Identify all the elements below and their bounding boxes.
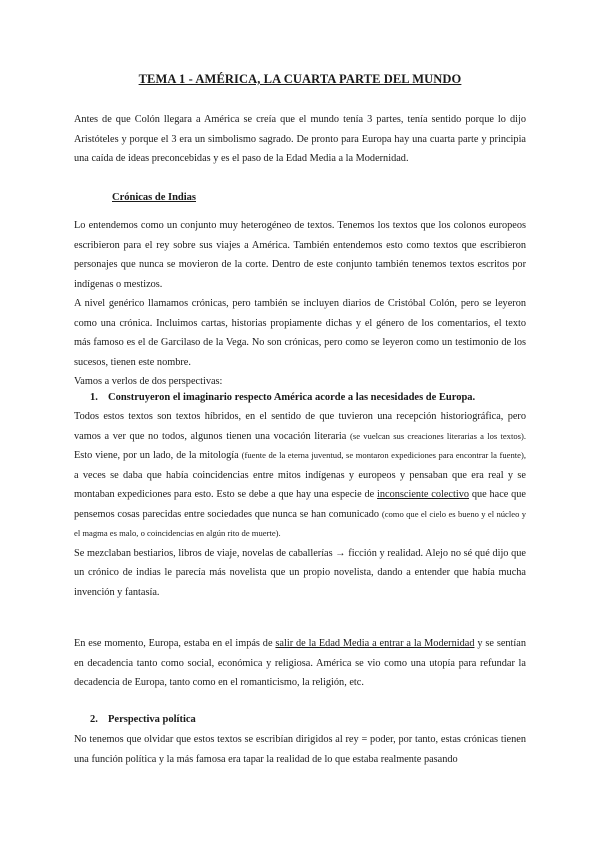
item1-small-note-1: (se vuelcan sus creaciones literarias a los textos).	[350, 430, 526, 441]
item2-paragraph-1: No tenemos que olvidar que estos textos se escribían dirigidos al rey = poder, por tanto, estas crónicas tienen una función política y la más famosa era tapar la realidad de lo que estaba realmente pasando	[74, 734, 526, 765]
item1-small-note-2: (fuente de la eterna juventud, se montaron expediciones para encontrar la fuente),	[241, 450, 526, 460]
item2-body	[74, 730, 526, 769]
item1-p3-text-a: En ese momento, Europa, estaba en el impás de	[74, 638, 276, 649]
section1-paragraph-2: A nivel genérico llamamos crónicas, pero también se incluyen diarios de Cristóbal Colón, pero se leyeron como una crónica. Incluimos cartas, historias propiamente dichas y el género de los comentarios, el texto más famoso es el de Garcilaso de la Vega. No son crónicas, pero como se leyeron como un testimonio de los sucesos, tienen este nombre.	[74, 298, 526, 368]
item1-p3-text-b: y se sentían en decadencia tanto como social, económica y religiosa. América se vio como una utopía para refundar la decadencia de Europa, tanto como en el romanticismo, la religión, etc.	[74, 638, 526, 688]
item1-paragraph-2: Se mezclaban bestiarios, libros de viaje, novelas de caballerías → ficción y realidad. Alejo no sé qué dijo que un crónico de indias le parecía más novelista que un propio novelista, dando a entender que había mucha invención y fantasía.	[74, 547, 526, 598]
section-heading-cronicas: Crónicas de Indias	[112, 192, 197, 203]
section1-body	[74, 216, 526, 392]
section1-paragraph-1: Lo entendemos como un conjunto muy heterogéneo de textos. Tenemos los textos que los colonos europeos escribieron para el rey sobre sus viajes a América. También entendemos esto como textos que escribieron personajes que nunca se movieron de la corte. Dentro de este conjunto también tenemos textos escritos por indígenas o mestizos.	[74, 220, 526, 290]
item1-p3-underlined: salir de la Edad Media a entrar a la Modernidad	[275, 638, 475, 649]
list-item-2-heading	[90, 714, 196, 725]
list-item-1-title: Construyeron el imaginario respecto América acorde a las necesidades de Europa.	[108, 392, 476, 403]
list-item-2-number: 2.	[90, 714, 98, 725]
list-item-2-title: Perspectiva política	[108, 714, 196, 725]
section1-paragraph-3: Vamos a verlos de dos perspectivas:	[74, 376, 223, 387]
item1-body	[74, 407, 526, 602]
item1-text-c: a veces se daba que había coincidencias entre mitos indígenas y europeos y pensaban que era real y se montaban expediciones para esto. Esto se debe a que hay una especie de	[74, 469, 526, 500]
item1-text-d: que hace que pensemos cosas parecidas entre sociedades que nunca se han comunicado	[74, 489, 526, 520]
page-title: TEMA 1 - AMÉRICA, LA CUARTA PARTE DEL MUNDO	[138, 72, 462, 86]
item1-paragraph-3-block	[74, 634, 526, 693]
intro-paragraph: Antes de que Colón llegara a América se creía que el mundo tenía 3 partes, tenía sentido porque lo dijo Aristóteles y porque el 3 era un simbolismo sagrado. De pronto para Europa hay una cuarta parte y principia una caída de ideas preconcebidas y es el paso de la Edad Media a la Modernidad.	[74, 114, 526, 164]
intro-paragraph-block	[74, 110, 526, 169]
item1-paragraph-3	[74, 634, 526, 693]
item1-small-note-3: (como que el cielo es bueno y el núcleo y el magma es malo, o coincidencias en algún rito de muerte).	[74, 508, 526, 538]
item1-text-a: Todos estos textos son textos híbridos, en el sentido de que tuvieron una recepción historiográfica, pero vamos a ver que no todos, algunos tienen una vocación literaria	[74, 411, 526, 442]
list-item-1-heading	[90, 392, 475, 403]
item1-paragraph-1	[74, 407, 526, 544]
list-item-1-number: 1.	[90, 392, 98, 403]
item1-text-b: Esto viene, por un lado, de la mitología	[74, 450, 242, 461]
item1-underlined-term: inconsciente colectivo	[377, 489, 470, 500]
